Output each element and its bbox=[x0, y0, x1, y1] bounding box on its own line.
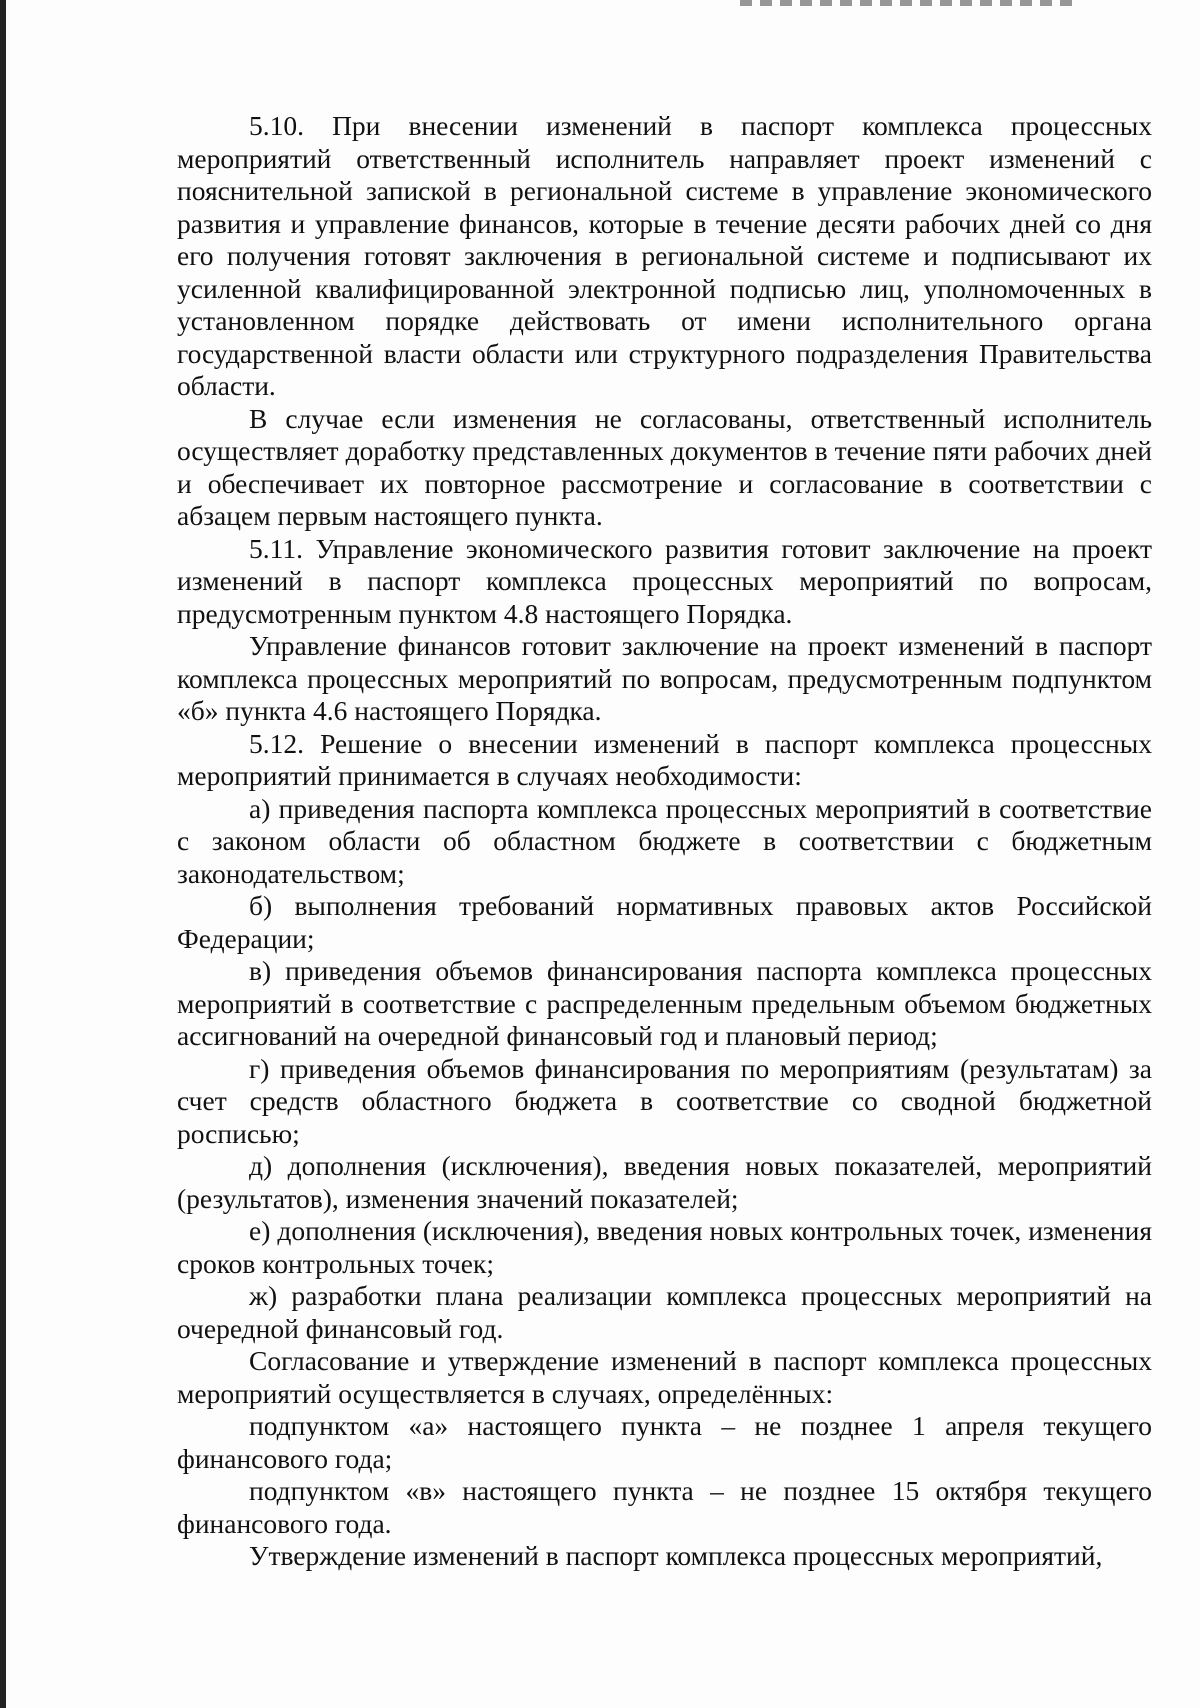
list-item-a: а) приведения паспорта комплекса процессных мероприятий в соответствие с законом области об областном бюджете в соответствии с бюджетным законодательством; bbox=[177, 792, 1152, 889]
list-item-d: д) дополнения (исключения), введения новых показателей, мероприятий (результатов), изменения значений показателей; bbox=[177, 1150, 1152, 1214]
paragraph-5-11: 5.11. Управление экономического развития готовит заключение на проект изменений в паспорт комплекса процессных мероприятий по вопросам, предусмотренным пунктом 4.8 настоящего Порядка. bbox=[177, 532, 1152, 629]
scan-edge bbox=[0, 0, 6, 1708]
paragraph-5-10: 5.10. При внесении изменений в паспорт комплекса процессных мероприятий ответственный исполнитель направляет проект изменений с пояснительной запиской в региональной системе в управление экономического развития и управление финансов, которые в течение десяти рабочих дней со дня его получения готовят заключения в региональной системе и подписывают их усиленной квалифицированной электронной подписью лиц, уполномоченных в установленном порядке действовать от имени исполнительного органа государственной власти области или структурного подразделения Правительства области. bbox=[177, 110, 1152, 401]
paragraph-deadline-v: подпунктом «в» настоящего пункта – не позднее 15 октября текущего финансового года. bbox=[177, 1475, 1152, 1539]
list-item-v: в) приведения объемов финансирования паспорта комплекса процессных мероприятий в соответствие с распределенным предельным объемом бюджетных ассигнований на очередной финансовый год и плановый период; bbox=[177, 955, 1152, 1051]
list-item-zh: ж) разработки плана реализации комплекса процессных мероприятий на очередной финансовый год. bbox=[177, 1280, 1152, 1344]
paragraph-not-agreed: В случае если изменения не согласованы, ответственный исполнитель осуществляет доработку представленных документов в течение пяти рабочих дней и обеспечивает их повторное рассмотрение и согласование в соответствии с абзацем первым настоящего пункта. bbox=[177, 402, 1152, 531]
list-item-b: б) выполнения требований нормативных правовых актов Российской Федерации; bbox=[177, 890, 1152, 954]
paragraph-finance-conclusion: Управление финансов готовит заключение на проект изменений в паспорт комплекса процессных мероприятий по вопросам, предусмотренным подпунктом «б» пункта 4.6 настоящего Порядка. bbox=[177, 630, 1152, 726]
paragraph-5-12: 5.12. Решение о внесении изменений в паспорт комплекса процессных мероприятий принимается в случаях необходимости: bbox=[177, 727, 1152, 791]
list-item-g: г) приведения объемов финансирования по мероприятиям (результатам) за счет средств областного бюджета в соответствие со сводной бюджетной росписью; bbox=[177, 1052, 1152, 1149]
paragraph-approval-continued: Утверждение изменений в паспорт комплекса процессных мероприятий, bbox=[249, 1540, 1103, 1571]
paragraph-deadline-a: подпунктом «а» настоящего пункта – не позднее 1 апреля текущего финансового года; bbox=[177, 1410, 1152, 1474]
paragraph-approval-cases: Согласование и утверждение изменений в паспорт комплекса процессных мероприятий осуществляется в случаях, определённых: bbox=[177, 1345, 1152, 1409]
list-item-e: е) дополнения (исключения), введения новых контрольных точек, изменения сроков контрольных точек; bbox=[177, 1215, 1152, 1279]
document-body bbox=[177, 110, 1152, 1573]
scan-top-marks bbox=[740, 0, 1080, 6]
